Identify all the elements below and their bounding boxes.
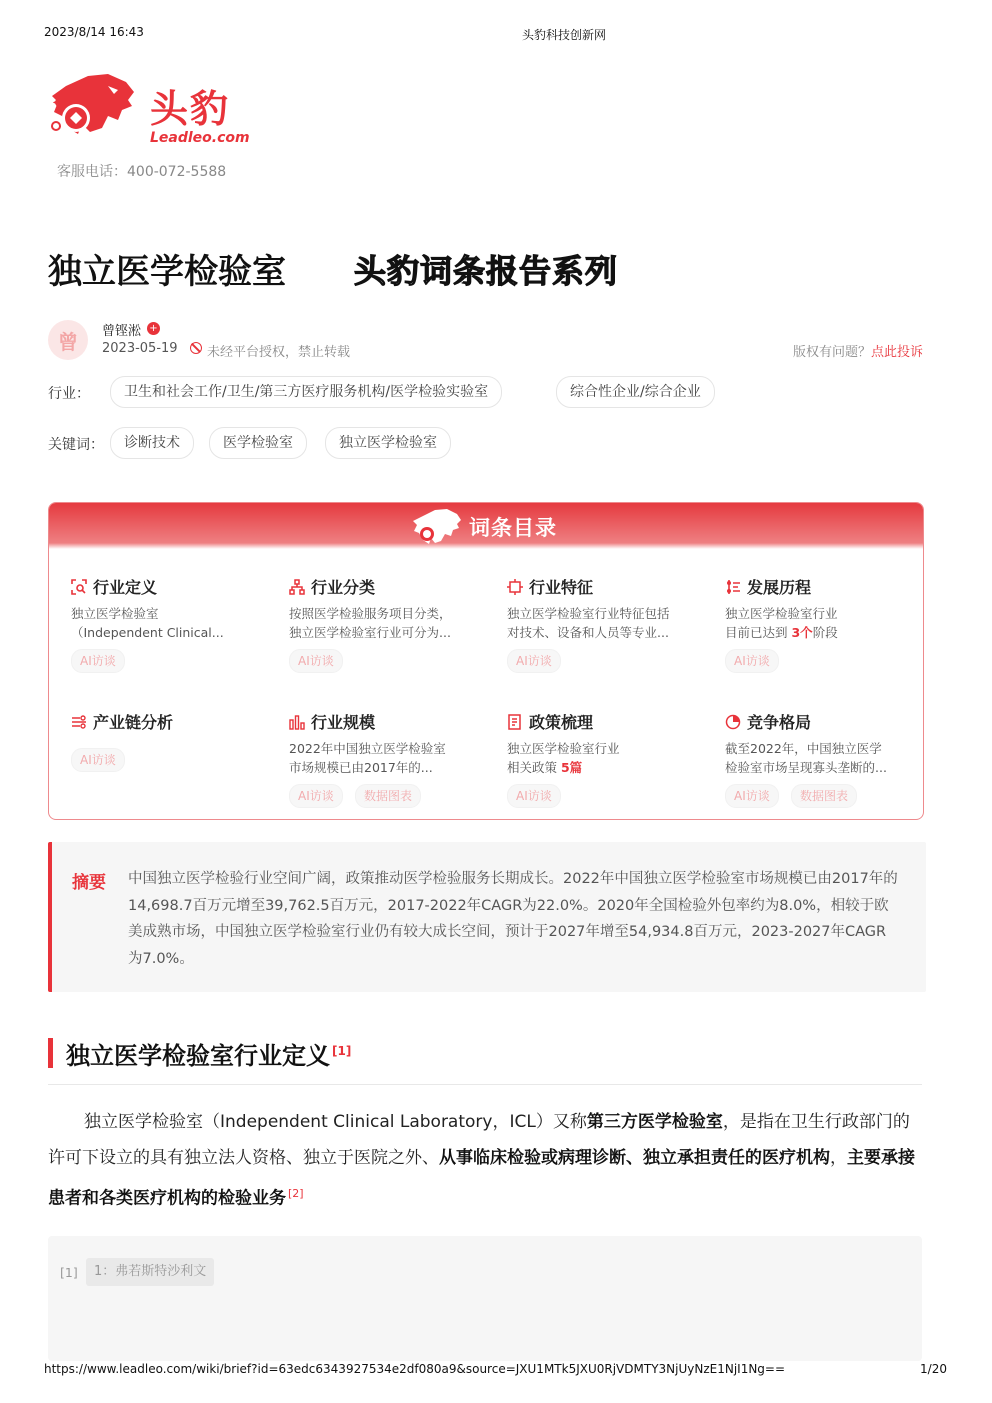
toc-section-definition[interactable] (71, 575, 271, 642)
toc-section-competition[interactable] (725, 710, 924, 777)
bar-chart-icon (289, 714, 305, 730)
stage-count: 3个 (791, 625, 813, 640)
brand-name: 头豹 (150, 87, 231, 131)
keywords-label: 关键词： (48, 437, 104, 453)
service-phone: 客服电话：400-072-5588 (57, 164, 227, 180)
abstract-text: 中国独立医学检验行业空间广阔，政策推动医学检验服务长期成长。2022年中国独立医学检验室市场规模已由2017年的14,698.7百万元增至39,762.5百万元，2017-2022年CAGR为22.0%。2020年全国检验外包率约为8.0%，相较于欧美成熟市场，中国独立医学检验室行业仍有较大成长空间，预计于2027年增至54,934.8百万元，2023-2027年CAGR为7.0%。 (128, 871, 898, 967)
industry-tag[interactable]: 卫生和社会工作/卫生/第三方医疗服务机构/医学检验实验室 (110, 376, 502, 408)
section-title: 行业定义 (93, 578, 158, 597)
industry-tag[interactable]: 综合性企业/综合企业 (556, 376, 715, 408)
section-heading-text: 独立医学检验室行业定义 (66, 1042, 330, 1070)
data-chart-button[interactable]: 数据图表 (355, 784, 421, 808)
print-datetime: 2023/8/14 16:43 (44, 25, 144, 39)
section-desc: 独立医学检验室行业特征包括 (507, 606, 670, 621)
complaint-link[interactable]: 点此投诉 (870, 345, 923, 360)
copyright-complaint (793, 341, 923, 360)
section-desc: 检验室市场呈现寡头垄断的... (725, 760, 887, 775)
abstract-label: 摘要 (72, 873, 106, 893)
policy-count: 5篇 (560, 760, 583, 775)
section-desc: 独立医学检验室行业 (725, 606, 838, 621)
report-series: 头豹词条报告系列 (354, 252, 619, 290)
ai-interview-button[interactable]: AI访谈 (725, 784, 779, 808)
section-title: 产业链分析 (93, 713, 174, 732)
abstract-box (48, 842, 926, 992)
toc-section-history[interactable] (725, 575, 924, 642)
chain-icon (71, 714, 87, 730)
para-bold: 第三方医学检验室 (586, 1112, 723, 1132)
report-title: 独立医学检验室 (48, 252, 286, 292)
reference-item[interactable]: 1：弗若斯特沙利文 (86, 1258, 214, 1286)
definition-icon (71, 579, 87, 595)
section-desc: 截至2022年，中国独立医学 (725, 741, 882, 756)
toc-header (49, 503, 923, 549)
toc-title: 词条目录 (469, 516, 557, 540)
section-title: 竞争格局 (747, 713, 812, 732)
section-desc: （Independent Clinical... (71, 625, 224, 640)
definition-paragraph (48, 1104, 922, 1217)
ai-interview-button[interactable]: AI访谈 (507, 649, 561, 673)
reference-number: [1] (60, 1265, 78, 1280)
keyword-tag[interactable]: 医学检验室 (209, 427, 307, 459)
para-bold: 从事临床检验或病理诊断、独立承担责任的医疗机构 (439, 1148, 830, 1168)
divider (48, 1084, 922, 1085)
section-desc: 按照医学检验服务项目分类， (289, 606, 452, 621)
footnote-ref[interactable]: [2] (288, 1187, 304, 1200)
pie-icon (725, 714, 741, 730)
footer-url: https://www.leadleo.com/wiki/brief?id=63edc6343927534e2df080a9&source=JXU1MTk5JXU0RjVDMTY3NjUyNzE1NjI1Ng== (44, 1362, 786, 1376)
copyright-question: 版权有问题？ (792, 345, 871, 360)
section-desc: 目前已达到 (725, 625, 792, 640)
para-text: ， (830, 1148, 847, 1168)
data-chart-button[interactable]: 数据图表 (791, 784, 857, 808)
section-desc: 相关政策 (507, 760, 561, 775)
ai-interview-button[interactable]: AI访谈 (289, 649, 343, 673)
keyword-tag[interactable]: 独立医学检验室 (325, 427, 451, 459)
policy-icon (507, 714, 523, 730)
author-name[interactable]: 曾铿淞 (102, 324, 142, 339)
para-text: ，是指在卫生行政部门的许可下设立的具有独立法人资格、独立于医院之外、 (48, 1112, 910, 1168)
prohibited-icon (190, 342, 202, 354)
section-title: 行业规模 (311, 713, 376, 732)
section-title: 行业分类 (311, 578, 376, 597)
brand-url[interactable]: Leadleo.com (150, 130, 250, 146)
toc-section-policy[interactable] (507, 710, 707, 777)
leopard-logo-icon (48, 72, 134, 140)
timeline-icon (725, 579, 741, 595)
para-bold: 主要承接患者和各类医疗机构的检验业务 (48, 1148, 915, 1209)
toc-card (48, 502, 924, 820)
section-title: 发展历程 (747, 578, 812, 597)
section-heading (66, 1036, 351, 1071)
section-title: 行业特征 (529, 578, 594, 597)
references-box (48, 1236, 922, 1361)
toc-section-classification[interactable] (289, 575, 489, 642)
section-desc: 独立医学检验室 (71, 606, 159, 621)
toc-section-industry-chain[interactable] (71, 710, 271, 733)
page-number: 1/20 (920, 1362, 947, 1376)
print-site-title: 头豹科技创新网 (522, 28, 607, 42)
ai-interview-button[interactable]: AI访谈 (507, 784, 561, 808)
ai-interview-button[interactable]: AI访谈 (725, 649, 779, 673)
section-desc: 独立医学检验室行业 (507, 741, 620, 756)
heading-accent-bar (48, 1038, 53, 1068)
ai-interview-button[interactable]: AI访谈 (71, 649, 125, 673)
author-avatar: 曾 (48, 320, 88, 360)
ai-interview-button[interactable]: AI访谈 (289, 784, 343, 808)
publish-date: 2023-05-19 (102, 341, 178, 356)
para-text: 独立医学检验室（Independent Clinical Laboratory，ICL）又称 (84, 1112, 587, 1132)
toc-section-features[interactable] (507, 575, 707, 642)
industry-label: 行业： (48, 386, 90, 402)
section-desc: 2022年中国独立医学检验室 (289, 741, 446, 756)
section-desc: 对技术、设备和人员等专业... (507, 625, 669, 640)
hierarchy-icon (289, 579, 305, 595)
leopard-logo-icon (411, 507, 461, 547)
section-desc: 阶段 (812, 625, 838, 640)
toc-section-scale[interactable] (289, 710, 489, 777)
reprint-notice: 未经平台授权，禁止转载 (207, 345, 351, 360)
keyword-tag[interactable]: 诊断技术 (110, 427, 194, 459)
section-title: 政策梳理 (529, 713, 594, 732)
footnote-ref[interactable]: [1] (332, 1044, 352, 1058)
feature-icon (507, 579, 523, 595)
ai-interview-button[interactable]: AI访谈 (71, 748, 125, 772)
section-desc: 市场规模已由2017年的... (289, 760, 433, 775)
section-desc: 独立医学检验室行业可分为... (289, 625, 451, 640)
verified-badge-icon: + (147, 322, 160, 335)
